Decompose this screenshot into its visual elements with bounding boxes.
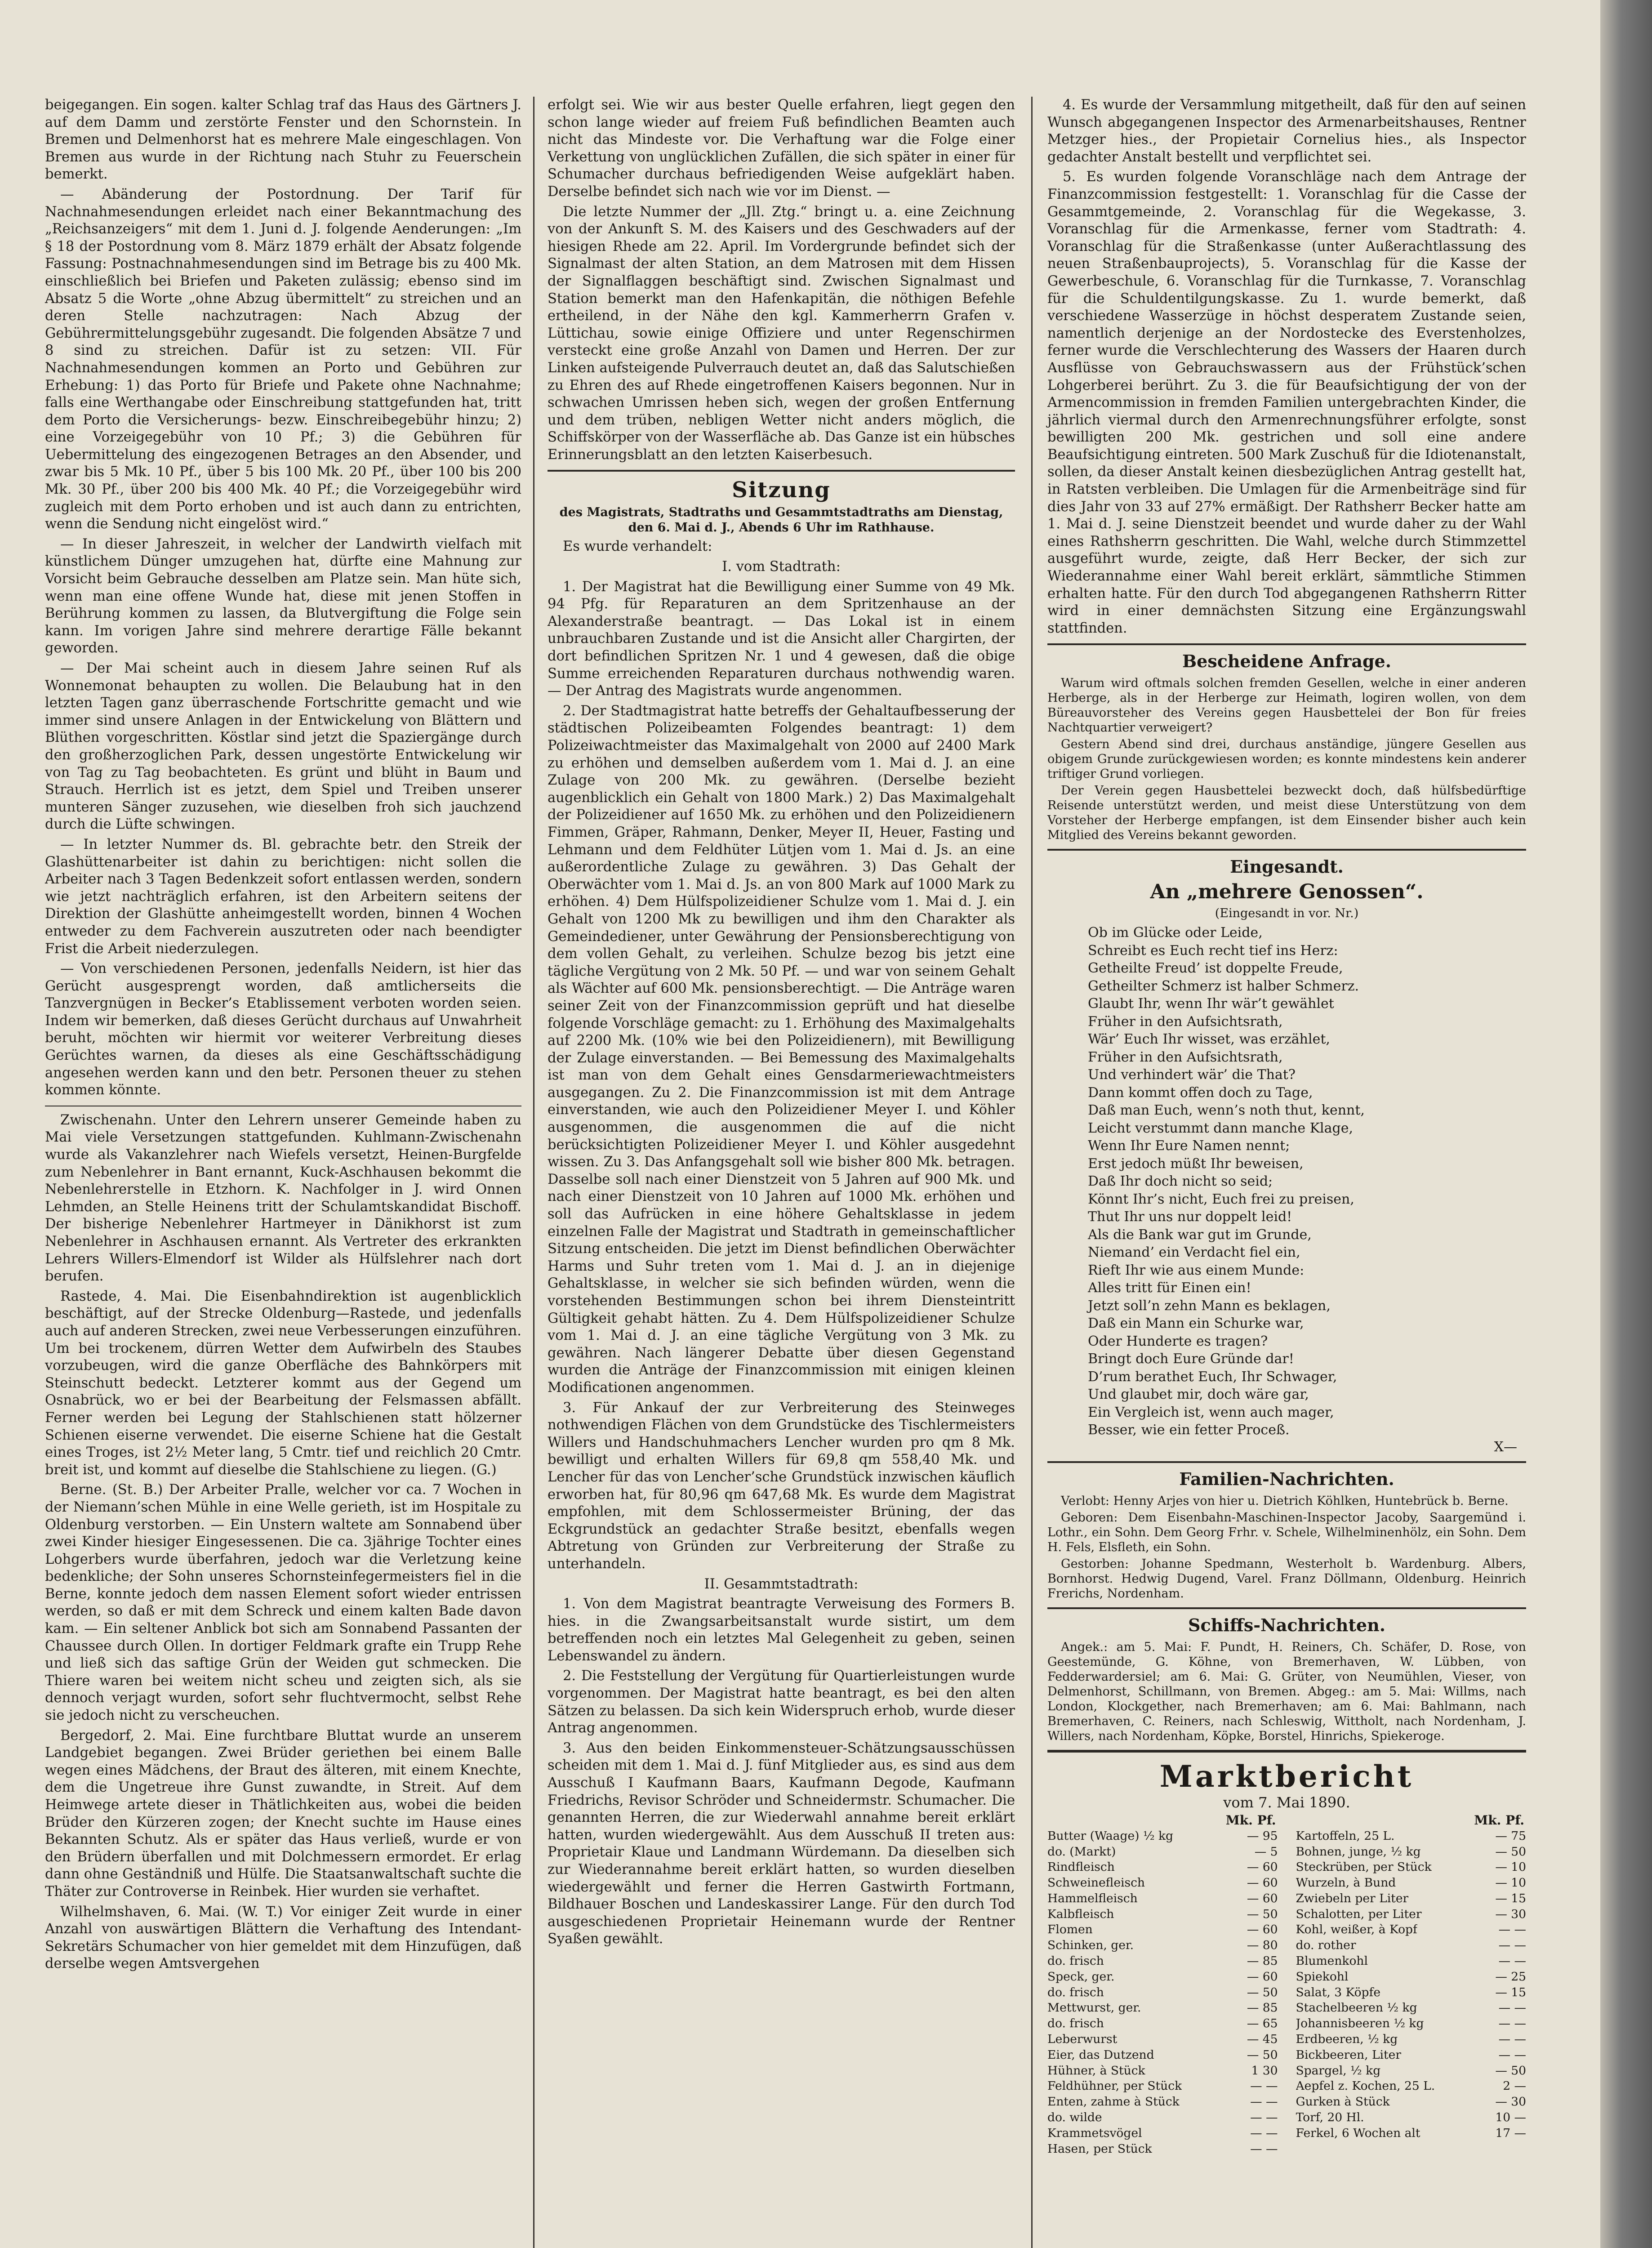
market-price: — 60 (1247, 1891, 1278, 1905)
market-row (1296, 1891, 1527, 1907)
market-item: Salat, 3 Köpfe (1296, 1985, 1381, 1999)
market-row (1296, 2016, 1527, 2032)
gesammtstadtrath-item-3: 3. Aus den beiden Einkommensteuer-Schätzungsausschüssen scheiden mit dem 1. Mai d. J. fünf Mitglieder aus, es sind aus dem Ausschuß I Kaufmann Baars, Kaufmann Degode, Kaufmann Friedrichs, Revisor Schröder und Schneidermstr. Schumacher. Die genannten Herren, die zur Wiederwahl annahme bereit erklärt hatten, wurden wiedergewählt. Aus dem Ausschuß II treten aus: Proprietair Klaue und Landmann Würdemann. Da dieselben sich zur Wiederannahme bereit erklärt hatten, so wurden dieselben wiedergewählt und ferner die Herren Gastwirth Fortmann, Bildhauer Boschen und Landeskassirer Lange. Für den durch Tod ausgeschiedenen Proprietair Heinemann wurde der Rentner Syaßen gewählt. (548, 1740, 1015, 1947)
market-price: — — (1250, 2095, 1278, 2109)
market-row (1296, 2047, 1527, 2063)
market-item: do. frisch (1047, 1985, 1104, 1999)
market-row (1296, 1922, 1527, 1938)
market-row (1047, 2063, 1278, 2079)
market-price: — — (1498, 1922, 1526, 1937)
gesammtstadtrath-item-2: 2. Die Feststellung der Vergütung für Quartierleistungen wurde vorgenommen. Der Magistrat hatte beantragt, es bei den alten Sätzen zu belassen. Da sich kein Widerspruch erhob, wurde dieser Antrag angenommen. (548, 1668, 1015, 1736)
market-row (1047, 2141, 1278, 2157)
market-item: Leberwurst (1047, 2032, 1118, 2047)
page-edge (1600, 0, 1652, 2248)
market-row (1047, 2047, 1278, 2063)
market-row (1296, 1907, 1527, 1922)
market-row (1296, 2000, 1527, 2016)
market-row (1047, 1969, 1278, 1985)
market-item: Spiekohl (1296, 1969, 1349, 1984)
divider (1047, 1461, 1526, 1463)
sitzung-verhandelt: Es wurde verhandelt: (563, 539, 712, 555)
market-item: Wurzeln, à Bund (1296, 1876, 1396, 1890)
article-mai: — Der Mai scheint auch in diesem Jahre seinen Ruf als Wonnemonat behaupten zu wollen. Die Belaubung hat in den letzten Tagen ganz überraschende Fortschritte gemacht und wie immer sind unsere Anlagen in der Entwickelung von Blättern und Blüthen vorgeschritten. Köstlar sind jetzt die Spaziergänge durch den großherzoglichen Park, dessen ungestörte Entwickelung wir von Tag zu Tag beobachteten. Es grünt und blüht in Baum und Strauch. Herrlich ist es jetzt, dem Spiel und Treiben unserer munteren Sänger zuzusehen, wie dieselben froh sich jauchzend durch die Lüfte schwingen. (45, 660, 521, 833)
article-postordnung: — Abänderung der Postordnung. Der Tarif für Nachnahmesendungen erleidet nach einer Bekanntmachung des „Reichsanzeigers“ mit dem 1. Juni d. J. folgende Aenderungen: „Im § 18 der Postordnung vom 8. März 1879 erhält der Absatz folgende Fassung: Postnachnahmesendungen sind im Betrage bis zu 400 Mk. einschließlich bei Briefen und Paketen zulässig; ebenso sind im Absatz 5 die Worte „ohne Abzug übermittelt“ zu streichen und an deren Stelle nachzutragen: Nach Abzug der Gebührermittelungsgebühr zugesandt. Die folgenden Absätze 7 und 8 sind zu streichen. Dafür ist zu setzen: VII. Für Nachnahmesendungen kommen an Porto und Gebühren zur Erhebung: 1) das Porto für Briefe und Pakete ohne Nachnahme; falls eine Werthangabe oder Einschreibung stattgefunden hat, tritt dem Porto die Versicherungs- bezw. Einschreibegebühr hinzu; 2) eine Vorzeigegebühr von 10 Pf.; 3) die Gebühren für Uebermittelung des eingezogenen Betrages an den Absender, und zwar bis 5 Mk. 10 Pf., über 5 bis 100 Mk. 20 Pf., über 100 bis 200 Mk. 30 Pf., über 200 bis 400 Mk. 40 Pf.; die Vorzeigegebühr wird zugleich mit dem Porto erhoben und ist auch dann zu entrichten, wenn die Sendung nicht eingelöst wird.“ (45, 186, 521, 532)
market-row (1047, 2094, 1278, 2110)
market-item: Kartoffeln, 25 L. (1296, 1829, 1395, 1843)
market-row (1047, 1875, 1278, 1891)
familien-gestorben: Gestorben: Johanne Spedmann, Westerholt b. Wardenburg. Albers, Bornhorst. Hedwig Dugend, Varel. Franz Döllmann, Oldenburg. Heinrich Frerichs, Nordenham. (1047, 1557, 1526, 1601)
article-geruecht: — Von verschiedenen Personen, jedenfalls Neidern, ist hier das Gerücht ausgesprengt worden, daß amtlicherseits die Tanzvergnügen in Becker’s Etablissement verboten worden seien. Indem wir bemerken, daß dieses Gerücht durchaus auf Unwahrheit beruht, möchten wir hiermit vor weiterer Verbreitung dieses Gerüchtes warnen, da dieses als eine Geschäftsschädigung angesehen werden kann und den betr. Personen theuer zu stehen kommen könnte. (45, 961, 521, 1098)
market-row (1047, 2016, 1278, 2032)
article-paragraph: beigegangen. Ein sogen. kalter Schlag traf das Haus des Gärtners J. auf dem Damm und zerstörte Fenster und den Schornstein. In Bremen und Delmenhorst hat es mehrere Male eingeschlagen. Von Bremen aus wurde in der Richtung nach Stuhr zu Feuerschein bemerkt. (45, 97, 521, 183)
market-row (1047, 1829, 1278, 1844)
divider (548, 470, 1015, 472)
market-price: — 85 (1247, 1954, 1278, 1968)
poem: Ob im Glücke oder Leide, Schreibt es Euch recht tief ins Herz: Getheilte Freud’ ist doppelte Freude, Getheilter Schmerz ist halber Schmerz. Glaubt Ihr, wenn Ihr wär’t gewählet Früher in den Aufsichtsrath, Wär’ Euch Ihr wisset, was erzählet, Früher in den Aufsichtsrath, Und verhindert wär’ die That? Dann kommt offen doch zu Tage, Daß man Euch, wenn’s noth thut, kennt, Leicht verstummt dann manche Klage, Wenn Ihr Eure Namen nennt; Erst jedoch müßt Ihr beweisen, Daß Ihr doch nicht so seid; Könnt Ihr’s nicht, Euch frei zu preisen, Thut Ihr uns nur doppelt leid! Als die Bank war gut im Grunde, Niemand’ ein Verdacht fiel ein, Rieft Ihr wie aus einem Munde: Alles tritt für Einen ein! Jetzt soll’n zehn Mann es beklagen, Daß ein Mann ein Schurke war, Oder Hunderte es tragen? Bringt doch Eure Gründe dar! D’rum berathet Euch, Ihr Schwager, Und glaubet mir, doch wäre gar, Ein Vergleich ist, wenn auch mager, Besser, wie ein fetter Proceß. (1088, 925, 1365, 1438)
market-row (1296, 1829, 1527, 1844)
market-item: Krammetsvögel (1047, 2126, 1142, 2140)
article-zwischenahn: Zwischenahn. Unter den Lehrern unserer Gemeinde haben zu Mai viele Versetzungen stattgefunden. Kuhlmann-Zwischenahn wurde als Vakanzlehrer nach Wiefels versetzt, Heinen-Burgfelde zum Nebenlehrer in Bant ernannt, Kuck-Aschhausen bekommt die Nebenlehrerstelle in Etzhorn. K. Nachfolger in J. wird Onnen Lehmden, an Stelle Heinens tritt der Schulamtskandidat Bischoff. Der bisherige Nebenlehrer Hartmeyer in Dänikhorst ist zum Nebenlehrer in Aschhausen ernannt. Als Vertreter des erkrankten Lehrers Willers-Elmendorf ist Wilder als Hülfslehrer nach dort berufen. (45, 1112, 521, 1285)
market-row (1047, 1907, 1278, 1922)
market-item: Ferkel, 6 Wochen alt (1296, 2126, 1420, 2140)
market-item: Schalotten, per Liter (1296, 1907, 1422, 1921)
market-item: Butter (Waage) ½ kg (1047, 1829, 1174, 1843)
market-row (1047, 2126, 1278, 2141)
market-row (1296, 2094, 1527, 2110)
market-item: Bickbeeren, Liter (1296, 2047, 1402, 2062)
article-bergedorf: Bergedorf, 2. Mai. Eine furchtbare Bluttat wurde an unserem Landgebiet begangen. Zwei Brüder geriethen bei einem Balle wegen eines Mädchens, der Braut des älteren, mit einem Knechte, dem die Ungetreue ihre Gunst zuwandte, in Streit. Auf dem Heimwege artete dieser in Thätlichkeiten aus, wobei die beiden Brüder den Kürzeren zogen; der Knecht suchte im Hause eines Bekannten Schutz. Als er später das Haus verließ, wurde er von den Brüdern überfallen und mit Dolchmessern ermordet. Er erlag dann ohne Geständniß und Hülfe. Die Staatsanwaltschaft suchte die Thäter zur Controverse in Reinbek. Hier wurden sie verhaftet. (45, 1727, 521, 1900)
stadtrath-item-3: 3. Für Ankauf der zur Verbreiterung des Steinweges nothwendigen Flächen von dem Grundstücke des Tischlermeisters Willers und Handschuhmachers Lencher wurden pro qm 8 Mk. bewilligt und erhalten Willers für 69,8 qm 558,40 Mk. und Lencher für das von Lencher’sche Grundstück inzwischen käuflich erworben hat, für 80,96 qm 647,68 Mk. Es wurde dem Magistrat empfohlen, mit dem Schlossermeister Brüning, der das Eckgrundstück an gedachter Straße besitzt, ebenfalls wegen Abtretung von Gründen zur Verbreiterung der Straße zu unterhandeln. (548, 1400, 1015, 1572)
article-rastede: Rastede, 4. Mai. Die Eisenbahndirektion ist augenblicklich beschäftigt, auf der Strecke Oldenburg—Rastede, und jedenfalls auch auf anderen Strecken, zwei neue Verbesserungen einzuführen. Um bei trockenem, dürren Wetter dem Aufwirbeln des Staubes vorzubeugen, wird die ganze Oberfläche des Bahnkörpers mit Steinschutt bedeckt. Letzterer kommt aus der Gegend um Osnabrück, wo er bei der Bearbeitung der Felsmassen abfällt. Ferner werden bei Legung der Stahlschienen statt hölzerner Schienen eiserne verwendet. Die eiserne Schiene hat die Gestalt eines Troges, ist 2½ Meter lang, 5 Cmtr. tief und reichlich 20 Cmtr. breit ist, und kommt auf dieselbe die Stahlschiene zu liegen. (G.) (45, 1288, 521, 1478)
gesammtstadtrath-item-4: 4. Es wurde der Versammlung mitgetheilt, daß für den auf seinen Wunsch abgegangenen Inspector des Armenarbeitshauses, Rentner Metzger hies., der Propietair Cornelius hies., als Inspector gedachter Anstalt bestellt und verpflichtet sei. (1047, 97, 1526, 165)
market-item: Enten, zahme à Stück (1047, 2095, 1180, 2109)
market-item: Gurken à Stück (1296, 2095, 1390, 2109)
market-price: — 45 (1247, 2032, 1278, 2047)
market-price: 1 30 (1251, 2063, 1278, 2078)
market-row (1296, 1954, 1527, 1969)
market-item: Johannisbeeren ½ kg (1296, 2016, 1424, 2031)
market-price: — 30 (1495, 2095, 1526, 2109)
market-item: Hasen, per Stück (1047, 2141, 1152, 2156)
market-price: — 5 (1254, 1844, 1278, 1859)
market-row (1047, 2110, 1278, 2126)
signature: X— (1494, 1439, 1517, 1455)
section-gesammtstadtrath-heading: II. Gesammtstadtrath: (704, 1576, 859, 1592)
market-price: — 60 (1247, 1922, 1278, 1937)
market-price: — 95 (1247, 1829, 1278, 1843)
market-row (1047, 1922, 1278, 1938)
market-row (1296, 2126, 1527, 2141)
market-price: — 60 (1247, 1876, 1278, 1890)
market-row (1047, 1891, 1278, 1907)
divider (1047, 1607, 1526, 1609)
market-row (1047, 1985, 1278, 2001)
divider (1047, 643, 1526, 645)
anfrage-paragraph: Warum wird oftmals solchen fremden Gesellen, welche in einer anderen Herberge, als in der Herberge zur Heimath, logiren wollen, von dem Büreauvorsteher des Vereins gegen Hausbettelei der Bon für freies Nachtquartier verweigert? (1047, 676, 1526, 735)
market-row (1296, 2079, 1527, 2094)
market-price: — 25 (1495, 1969, 1526, 1984)
market-price: — 50 (1495, 2063, 1526, 2078)
market-item: Feldhühner, per Stück (1047, 2079, 1182, 2093)
market-price: — 30 (1495, 1907, 1526, 1921)
market-row (1296, 1938, 1527, 1954)
market-item: Eier, das Dutzend (1047, 2047, 1154, 2062)
market-price: — — (1250, 2079, 1278, 2093)
market-row (1047, 1938, 1278, 1954)
market-price: — — (1498, 2032, 1526, 2047)
market-left-column (1047, 1813, 1278, 2157)
market-price: — — (1498, 1938, 1526, 1953)
market-item: Stachelbeeren ½ kg (1296, 2001, 1417, 2015)
market-item: Blumenkohl (1296, 1954, 1368, 1968)
market-price: — 10 (1495, 1860, 1526, 1874)
market-price: 10 — (1495, 2110, 1526, 2125)
market-table (1047, 1813, 1526, 2157)
market-price: — 75 (1495, 1829, 1526, 1843)
divider (1047, 849, 1526, 851)
market-price: — — (1498, 2001, 1526, 2015)
market-item: Bohnen, junge, ½ kg (1296, 1844, 1421, 1859)
market-item: do. frisch (1047, 1954, 1104, 1968)
market-item: Speck, ger. (1047, 1969, 1115, 1984)
market-item: Mettwurst, ger. (1047, 2001, 1141, 2015)
market-price: — 60 (1247, 1860, 1278, 1874)
market-row (1047, 2000, 1278, 2016)
market-item: Schweinefleisch (1047, 1876, 1145, 1890)
market-price: — 50 (1247, 1907, 1278, 1921)
market-price: — — (1498, 2016, 1526, 2031)
market-price: 17 — (1495, 2126, 1526, 2140)
article-berne: Berne. (St. B.) Der Arbeiter Pralle, welcher vor ca. 7 Wochen in der Niemann’schen Mühle in eine Welle gerieth, ist im Hospitale zu Oldenburg verstorben. — Ein Unstern waltete am Sonnabend über zwei Kinder hiesiger Eingesessenen. Die ca. 3jährige Tochter eines Lohgerbers wurde überfahren, jedoch war die Verletzung keine bedenkliche; der Sohn unseres Schornsteinfegermeisters fiel in die Berne, konnte jedoch dem nassen Element sofort wieder entrissen werden, so daß er mit dem Schreck und einem kalten Bade davon kam. — Ein seltener Anblick bot sich am Sonnabend Passanten der Chaussee durch Ollen. In dortiger Feldmark grafte ein Trupp Rehe und ließ sich das saftige Grün der Weiden gut schmecken. Die Thiere waren bei weitem nicht scheu und zeigten sich, als sie dennoch verjagt wurden, sofort sehr fluchtvermocht, selbst Rehe sie jedoch nicht zu verscheuchen. (45, 1482, 521, 1724)
stadtrath-item-2: 2. Der Stadtmagistrat hatte betreffs der Gehaltaufbesserung der städtischen Polizeibeamten Folgendes beantragt: 1) dem Polizeiwachtmeister das Maximalgehalt von 2000 auf 2400 Mark zu erhöhen und demselben außerdem vom 1. Mai d. J. an eine Zulage von 200 Mk. zu gewähren. (Derselbe bezieht augenblicklich ein Gehalt von 1800 Mark.) 2) Das Maximalgehalt der Polizeidiener auf 1650 Mk. zu erhöhen und den Polizeidienern Fimmen, Gräper, Rahmann, Denker, Meyer II, Heuer, Fasting und Lehmann und dem Feldhüter Lütjen vom 1. Mai d. Js. an eine außerordentliche Zulage zu gewähren. 3) Das Gehalt der Oberwächter vom 1. Mai d. Js. an von 800 Mark auf 1000 Mark zu erhöhen. 4) Dem Hülfspolizeidiener Schulze vom 1. Mai d. J. ein Gehalt von 1200 Mk zu bewilligen und ihm den Charakter als Gemeindediener, unter Gewährung der Pensionsberechtigung von dem vollen Gehalt, zu verleihen. Schulze bezog bis jetzt eine tägliche Vergütung von 2 Mk. 50 Pf. — und war von seinem Gehalt als Wächter auf 600 Mk. pensionsberechtigt. — Die Anträge waren seiner Zeit von der Finanzcommission geprüft und hat dieselbe folgende Vorschläge gemacht: zu 1. Erhöhung des Maximalgehalts auf 2200 Mk. (10% wie bei den Polizeidienern), mit Bewilligung der Zulage einverstanden. — Bei Bemessung des Maximalgehalts ist man von dem Gehalt eines Gensdarmeriewachtmeisters ausgegangen. Zu 2. Die Finanzcommission ist mit dem Antrage einverstanden, wie auch den Polizeidiener Meyer I. und Köhler ausgenommen, die ausgenommen die auf die nicht berücksichtigten Polizeidiener Meyer I. und Köhler ausgedehnt wissen. Zu 3. Das Anfangsgehalt soll wie bisher 800 Mk. betragen. Dasselbe soll nach einer Dienstzeit von 5 Jahren auf 900 Mk. und nach einer Dienstzeit von 10 Jahren auf 1000 Mk. erhöhen und soll das Aufrücken in eine höhere Gehaltsklasse in jedem einzelnen Falle der Magistrat und Stadtrath in gemeinschaftlicher Sitzung entscheiden. Die jetzt im Dienst befindlichen Oberwächter Harms und Suhr treten vom 1. Mai d. J. an in diejenige Gehaltsklasse, in welcher sie sich befinden würden, wenn die vorstehenden Bestimmungen schon bei ihrem Diensteintritt Gültigkeit gehabt hätten. Zu 4. Dem Hülfspolizeidiener Schulze vom 1. Mai d. J. an eine tägliche Vergütung von 3 Mk. zu gewähren. Nach längerer Debatte über diesen Gegenstand wurden die Anträge der Finanzcommission mit einigen kleinen Modificationen angenommen. (548, 703, 1015, 1396)
market-price: 2 — (1503, 2079, 1526, 2093)
article-paragraph: erfolgt sei. Wie wir aus bester Quelle erfahren, liegt gegen den schon lange wieder auf freiem Fuß befindlichen Beamten auch nicht das Mindeste vor. Die Verhaftung war die Folge einer Verkettung von unglücklichen Zufällen, die sich später in einer für Schumacher durchaus befriedigenden Weise aufgeklärt haben. Derselbe befindet sich nach wie vor im Dienst. — (548, 97, 1015, 200)
market-row (1296, 2032, 1527, 2047)
familien-title: Familien-Nachrichten. (1179, 1468, 1394, 1489)
gesammtstadtrath-item-5: 5. Es wurden folgende Voranschläge nach dem Antrage der Finanzcommission festgestellt: 1. Voranschlag für die Casse der Gesammtgemeinde, 2. Voranschlag für die Wegekasse, 3. Voranschlag für die Armenkasse, ferner vom Stadtrath: 4. Voranschlag für die Straßenkasse (unter Außerachtlassung des neuen Straßenbauprojects), 5. Voranschlag für die Kasse der Gewerbeschule, 6. Voranschlag für die Turnkasse, 7. Voranschlag für die Schuldentilgungskasse. Zu 1. wurde bemerkt, daß verschiedene Wasserzüge in höchst desperatem Zustande seien, namentlich derjenige an der Nordostecke des Everstenholzes, ferner wurde die Verschlechterung des Wassers der Haaren durch Ausflüsse von Gebrauchswassern aus der Frühstück’schen Lohgerberei berührt. Zu 3. die für Beaufsichtigung der von der Armencommission in fremden Familien untergebrachten Kinder, die jährlich viermal durch den Armenrechnungsführer erfolgte, sonst bewilligten 200 Mk. gestrichen und soll eine andere Beaufsichtigung eintreten. 500 Mark Zuschuß für die Idiotenanstalt, sollen, da dieser Anstalt keinen diesbezüglichen Antrag gestellt hat, in Ratsten verbleiben. Die Umlagen für die Armenbeiträge sind für dies Jahr von 33 auf 27% ermäßigt. Der Rathsherr Becker hatte am 1. Mai d. J. seine Dienstzeit beendet und wurde daher zu der Wahl eines Rathsherrn geschritten. Die Wahl, welche durch Stimmzettel ausgeführt wurde, zeigte, daß Herr Becker, der sich zur Wiederannahme einer Wahl bereit erklärt, sämmtliche Stimmen erhalten hatte. Für den durch Tod abgegangenen Rathsherrn Ritter wird in einer demnächsten Sitzung eine Ergänzungswahl stattfinden. (1047, 169, 1526, 636)
market-price: — — (1250, 2110, 1278, 2125)
market-row (1296, 1969, 1527, 1985)
market-item: do. rother (1296, 1938, 1356, 1953)
column-1 (45, 97, 521, 1976)
market-price: — 65 (1247, 2016, 1278, 2031)
anfrage-paragraph: Der Verein gegen Hausbettelei bezweckt doch, daß hülfsbedürftige Reisende unterstützt werden, und meist diese Unterstützung von dem Vorsteher der Herberge empfangen, ist dem Einsender bisher auch kein Mitglied des Vereins bekannt geworden. (1047, 784, 1526, 843)
market-price: — 50 (1495, 1844, 1526, 1859)
market-row (1296, 1860, 1527, 1875)
sitzung-subtitle: des Magistrats, Stadtraths und Gesammtstadtraths am Dienstag, den 6. Mai d. J., Abends 6 Uhr im Rathhause. (559, 505, 1003, 535)
familien-geboren: Geboren: Dem Eisenbahn-Maschinen-Inspector Jacoby, Saargemünd i. Lothr., ein Sohn. Dem Georg Frhr. v. Schele, Wilhelminenhölz, ein Sohn. Dem H. Fels, Elsfleth, ein Sohn. (1047, 1510, 1526, 1554)
section-stadtrath-heading: I. vom Stadtrath: (722, 559, 841, 575)
column-rule-1 (533, 97, 534, 2248)
market-row (1047, 2032, 1278, 2047)
market-row (1047, 1860, 1278, 1875)
market-item: Spargel, ½ kg (1296, 2063, 1381, 2078)
market-item: Rindfleisch (1047, 1860, 1115, 1874)
market-price: — 15 (1495, 1985, 1526, 1999)
market-price: — 15 (1495, 1891, 1526, 1905)
divider (1047, 1750, 1526, 1753)
market-item: Zwiebeln per Liter (1296, 1891, 1409, 1905)
market-row (1047, 1844, 1278, 1860)
familien-verlobt: Verlobt: Henny Arjes von hier u. Dietrich Köhlken, Huntebrück b. Berne. (1061, 1494, 1509, 1508)
schiffs-title: Schiffs-Nachrichten. (1188, 1615, 1385, 1635)
market-item: Steckrüben, per Stück (1296, 1860, 1432, 1874)
anfrage-title: Bescheidene Anfrage. (1182, 651, 1391, 672)
column-3 (1047, 97, 1526, 2157)
market-price: — 80 (1247, 1938, 1278, 1953)
column-2 (548, 97, 1015, 1951)
market-date: vom 7. Mai 1890. (1223, 1793, 1350, 1811)
market-item: do. (Markt) (1047, 1844, 1116, 1859)
market-price: — 50 (1247, 2047, 1278, 2062)
market-item: Torf, 20 Hl. (1296, 2110, 1364, 2125)
market-item: Schinken, ger. (1047, 1938, 1134, 1953)
market-item: Kohl, weißer, à Kopf (1296, 1922, 1417, 1937)
market-item: do. frisch (1047, 2016, 1104, 2031)
market-item: Hühner, à Stück (1047, 2063, 1145, 2078)
market-title: Marktbericht (1159, 1758, 1414, 1794)
market-row (1296, 2063, 1527, 2079)
article-glashuette: — In letzter Nummer ds. Bl. gebrachte betr. den Streik der Glashüttenarbeiter ist dahin zu berichtigen: nicht sollen die Arbeiter nach 3 Tagen Bedenkzeit sofort entlassen werden, sondern wie jetzt nachträglich erfahren, ist den Arbeitern seitens der Direktion der Glashütte anheimgestellt worden, binnen 4 Wochen entweder zu dem Fachverein auszutreten oder nach beendigter Frist die Arbeit niederzulegen. (45, 836, 521, 957)
gesammtstadtrath-item-1: 1. Von dem Magistrat beantragte Verweisung des Formers B. hies. in die Zwangsarbeitsanstalt wurde sistirt, um dem betreffenden noch ein letztes Mal Gelegenheit zu geben, seinen Lebenswandel zu ändern. (548, 1596, 1015, 1664)
sitzung-title: Sitzung (732, 477, 831, 503)
market-right-column (1296, 1813, 1527, 2157)
eingesandt-title: An „mehrere Genossen“. (1150, 880, 1424, 904)
market-item: Kalbfleisch (1047, 1907, 1114, 1921)
market-price: — — (1498, 1954, 1526, 1968)
market-price: — 60 (1247, 1969, 1278, 1984)
market-row (1296, 1985, 1527, 2001)
market-item: Hammelfleisch (1047, 1891, 1138, 1905)
market-item: Flomen (1047, 1922, 1093, 1937)
market-row (1047, 1954, 1278, 1969)
schiffs-paragraph: Angek.: am 5. Mai: F. Pundt, H. Reiners, Ch. Schäfer, D. Rose, von Geestemünde, G. Köhne, von Bremerhaven, W. Lübben, von Fedderwardersiel; am 6. Mai: G. Grüter, von Neumühlen, Vieser, von Delmenhorst, Schillmann, von Bremen. Abgeg.: am 5. Mai: Willms, nach London, Klockgether, nach Bremerhaven; am 6. Mai: Bahlmann, nach Bremerhaven, C. Reiners, nach Schleswig, Wittholt, nach Nordenham, J. Willers, nach Nordenham, Köpke, Borstel, Hinrichs, Spiekeroge. (1047, 1640, 1526, 1743)
market-item: Erdbeeren, ½ kg (1296, 2032, 1398, 2047)
market-price: — — (1250, 2126, 1278, 2140)
article-duenger: — In dieser Jahreszeit, in welcher der Landwirth vielfach mit künstlichem Dünger umzugehen hat, dürfte eine Mahnung zur Vorsicht beim Gebrauche desselben am Platze sein. Man hüte sich, wenn man eine offene Wunde hat, diese mit jenen Stoffen in Berührung kommen zu lassen, da Blutvergiftung die Folge sein kann. Im vorigen Jahre sind mehrere derartige Fälle bekannt geworden. (45, 536, 521, 656)
article-illustrirte: Die letzte Nummer der „Jll. Ztg.“ bringt u. a. eine Zeichnung von der Ankunft S. M. des Kaisers und des Geschwaders auf der hiesigen Rhede am 22. April. Im Vordergrunde befindet sich der Signalmast der alten Station, an dem Matrosen mit dem Hissen der Signalflaggen beschäftigt sind. Zwischen Signalmast und Station bemerkt man den Hafenkapitän, die nöthigen Befehle ertheilend, in der Nähe den kgl. Kammerherrn Grafen v. Lüttichau, sowie einige Offiziere und unter Regenschirmen versteckt eine große Anzahl von Damen und Herren. Der zur Linken aufsteigende Pulverrauch deutet an, daß das Salutschießen zu Ehren des auf Rhede eingetroffenen Kaisers begonnen. Nur in schwachen Umrissen heben sich, wegen der großen Entfernung und dem trüben, nebligen Wetter nicht anders möglich, die Schiffskörper von der Wasserfläche ab. Das Ganze ist ein hübsches Erinnerungsblatt an den letzten Kaiserbesuch. (548, 204, 1015, 463)
market-item: do. wilde (1047, 2110, 1102, 2125)
market-row (1296, 1844, 1527, 1860)
eingesandt-label: Eingesandt. (1230, 856, 1344, 877)
market-price: — — (1498, 2047, 1526, 2062)
market-price: — 50 (1247, 1985, 1278, 1999)
market-price: — 85 (1247, 2001, 1278, 2015)
market-item: Aepfel z. Kochen, 25 L. (1296, 2079, 1435, 2093)
market-row (1296, 2110, 1527, 2126)
market-price: — 10 (1495, 1876, 1526, 1890)
unit-header: Mk. Pf. (1474, 1812, 1524, 1828)
market-price: — — (1250, 2141, 1278, 2156)
unit-header: Mk. Pf. (1225, 1812, 1276, 1828)
market-row (1047, 2079, 1278, 2094)
eingesandt-subtitle: (Eingesandt in vor. Nr.) (1215, 906, 1359, 921)
anfrage-paragraph: Gestern Abend sind drei, durchaus anständige, jüngere Gesellen aus obigem Grunde zurückgewiesen worden; es konnte mindestens kein anderer triftiger Grund vorliegen. (1047, 737, 1526, 781)
column-rule-2 (1031, 97, 1033, 2248)
article-wilhelmshaven: Wilhelmshaven, 6. Mai. (W. T.) Vor einiger Zeit wurde in einer Anzahl von auswärtigen Blättern die Verhaftung des Intendant-Sekretärs Schumacher von hier gemeldet mit dem Hinzufügen, daß derselbe wegen Amtsvergehen (45, 1904, 521, 1972)
stadtrath-item-1: 1. Der Magistrat hat die Bewilligung einer Summe von 49 Mk. 94 Pfg. für Reparaturen an dem Spritzenhause an der Alexanderstraße beantragt. — Das Lokal ist in einem unbrauchbaren Zustande und ist die Ansicht aller Chargirten, der dort befindlichen Spritzen Nr. 1 und 4 gewesen, daß die obige Summe erreichenden Reparaturen durchaus nothwendig waren. — Der Antrag des Magistrats wurde angenommen. (548, 579, 1015, 699)
market-row (1296, 1875, 1527, 1891)
